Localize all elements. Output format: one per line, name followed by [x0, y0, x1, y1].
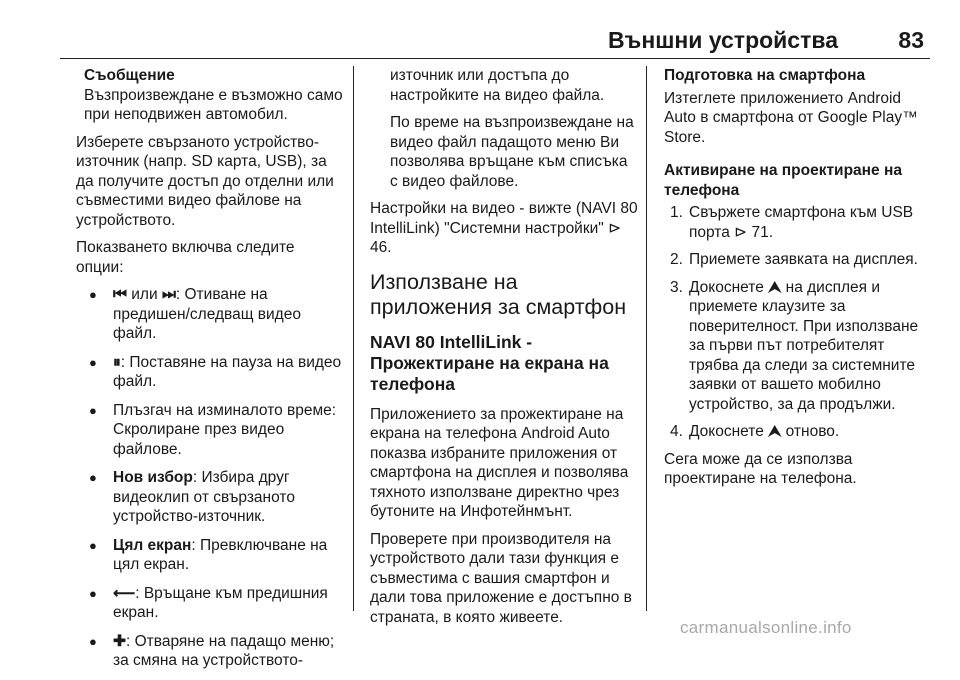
reference-arrow-icon: ⊳ — [734, 223, 748, 241]
list-item: ● Нов избор: Избира друг видеоклип от свързаното устройство-източник. — [89, 469, 295, 525]
paragraph: Изтеглете приложението Android Auto в смартфона от Google Play™ Store. — [664, 89, 918, 146]
step-item: 4. Докоснете ⮝ отново. — [670, 423, 840, 440]
column-1 — [76, 66, 344, 680]
bullet-icon: ● — [89, 287, 97, 302]
settings-reference: Настройки на видео - вижте (NAVI 80 IntelliLink) "Системни настройки" ⊳ 46. — [370, 200, 638, 256]
paragraph: Приложението за прожектиране на екрана на телефона Android Auto показва избраните приложения от смартфона на дисплея и позволява тяхното използване директно чрез бутоните на Инфотейнмънт. — [370, 405, 629, 520]
continued-text: източник или достъпа до настройките на видео файла. — [390, 67, 605, 104]
android-auto-icon: ⮝ — [768, 278, 782, 296]
paragraph: Проверете при производителя на устройството дали тази функция е съвместима с вашия смартфон и дали това приложение е достъпно в страната, в която живеете. — [370, 530, 632, 626]
watermark: carmanualsonline.info — [680, 618, 852, 637]
bullet-icon: ● — [89, 402, 97, 418]
page-number: 83 — [898, 27, 924, 53]
column-divider-2 — [646, 66, 647, 611]
note-box — [84, 66, 344, 125]
subheading-preparation: Подготовка на смартфона — [664, 67, 866, 84]
section-heading: Използване на приложения за смартфон — [370, 269, 627, 319]
subsection-heading: NAVI 80 IntelliLink - Прожектиране на екрана на телефона — [370, 331, 609, 394]
step-item: 3. Докоснете ⮝ на дисплея и приемете клаузите за поверителност. При използване за първи път потребителят трябва да следи за системните заявки от вашето мобилно устройство, за да продължи. — [670, 278, 919, 413]
reference-page: 46 — [370, 239, 388, 256]
continued-text: По време на възпроизвеждане на видео файл падащото меню Ви позволява връщане към списъка с видео файлове. — [390, 114, 634, 190]
bullet-icon: ● — [89, 470, 97, 485]
previous-track-icon: ⏮ — [113, 286, 127, 303]
pause-icon: ⏸ — [113, 353, 121, 371]
list-item: ● Плъзгач на изминалото време: Скролиране през видео файлове. — [89, 401, 337, 458]
note-text: Възпроизвеждане е възможно само при неподвижен автомобил. — [84, 86, 343, 123]
bullet-icon: ● — [89, 354, 97, 370]
bullet-icon: ● — [89, 585, 97, 601]
back-arrow-icon: ⟵ — [113, 584, 136, 602]
plus-icon: ✚ — [113, 632, 126, 650]
bullet-icon: ● — [89, 633, 97, 649]
column-3 — [664, 66, 934, 497]
header-rule — [60, 58, 930, 59]
list-item: ● ⟵: Връщане към предишния екран. — [89, 584, 328, 621]
reference-arrow-icon: ⊳ — [608, 219, 622, 237]
bullet-icon: ● — [89, 537, 97, 553]
list-item: ● ⏸: Поставяне на пауза на видео файл. — [89, 353, 342, 390]
page-header — [60, 27, 930, 57]
paragraph: Изберете свързаното устройство-източник (напр. SD карта, USB), за да получите достъп до отделни или съвместими видео файлове на устройството. — [76, 133, 334, 229]
list-item: ● ⏮ или ⏭: Отиване на предишен/следващ видео файл. — [89, 286, 301, 342]
paragraph: Сега може да се използва проектиране на телефона. — [664, 450, 857, 487]
next-track-icon: ⏭ — [161, 286, 176, 303]
subheading-activation: Активиране на проектиране на телефона — [664, 162, 902, 199]
column-2 — [370, 66, 638, 635]
list-item: ● Цял екран: Превключване на цял екран. — [89, 536, 328, 573]
paragraph: Показването включва следите опции: — [76, 239, 295, 276]
step-item: 1. Свържете смартфона към USB порта ⊳ 71. — [670, 204, 914, 241]
note-title: Съобщение — [84, 67, 175, 84]
list-item: ● ✚: Отваряне на падащо меню; за смяна на устройството- — [89, 632, 335, 669]
step-item: 2. Приемете заявката на дисплея. — [670, 251, 918, 268]
android-auto-icon: ⮝ — [768, 423, 782, 440]
column-divider-1 — [353, 66, 354, 611]
section-title: Външни устройства — [607, 27, 838, 53]
